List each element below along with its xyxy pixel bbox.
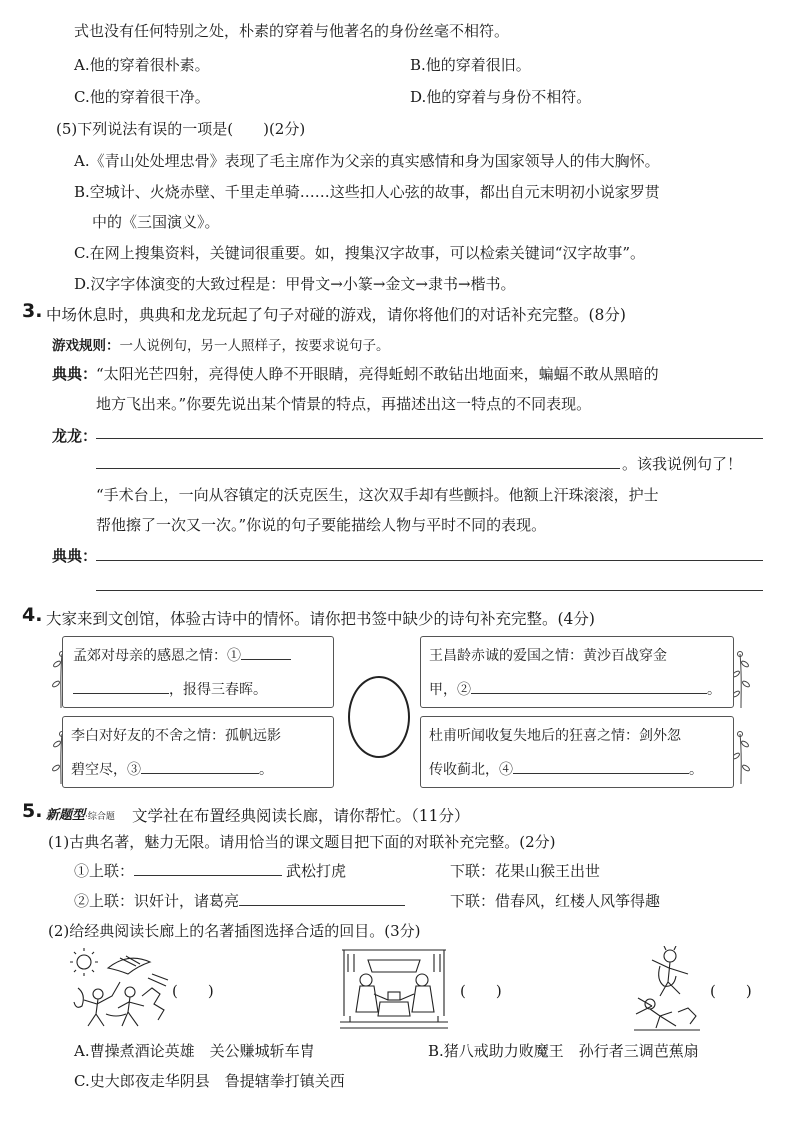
q5-couplet1-up-label: ①上联： (74, 862, 135, 880)
bookmark-1-line2 (73, 679, 267, 699)
q5-option-b: B.猪八戒助力败魔王 孙行者三调芭蕉扇 (428, 1042, 699, 1060)
q2-5-option-a: A.《青山处处埋忠骨》表现了毛主席作为父亲的真实感情和身为国家领导人的伟大胸怀。 (74, 152, 660, 170)
q3-ll-answer-line2[interactable] (96, 468, 620, 469)
bookmark-2 (420, 636, 734, 708)
answer-blank-2[interactable] (471, 693, 707, 694)
q2-5-option-b-line1: B.空城计、火烧赤壁、千里走单骑……这些扣人心弦的故事，都出自元末明初小说家罗贯 (74, 183, 660, 201)
q4-number: 4. (22, 604, 43, 626)
q5-type-tag (46, 804, 115, 823)
q4-title: 大家来到文创馆，体验古诗中的情怀。请你把书签中缺少的诗句补充完整。(4分) (46, 610, 595, 628)
q5-couplet2-up-text: ②上联：识奸计，诸葛亮 (74, 892, 240, 910)
q5-couplet1-up-tail: 武松打虎 (286, 862, 347, 880)
q3-rule (52, 334, 390, 354)
bookmark-2-text1: 王昌龄赤诚的爱国之情：黄沙百战穿金 (429, 648, 667, 664)
bookmark-2-line2 (429, 679, 721, 699)
q3-dd2-answer-line2[interactable] (96, 590, 763, 591)
answer-blank-3[interactable] (141, 773, 259, 774)
bookmark-3 (62, 716, 334, 788)
q3-ll-label: 龙龙： (52, 427, 98, 445)
illustration-heroes-icon (68, 948, 173, 1030)
decorative-circle (348, 676, 410, 758)
couplet-answer-blank[interactable] (239, 905, 405, 906)
q3-ll-answer-line1[interactable] (96, 438, 763, 439)
bookmark-1 (62, 636, 334, 708)
q2-5-option-c: C.在网上搜集资料，关键词很重要。如，搜集汉字故事，可以检索关键词“汉字故事”。 (74, 244, 646, 262)
q5-couplet2-up (74, 890, 405, 911)
q3-ll-line3: “手术台上，一向从容镇定的沃克医生，这次双手却有些颤抖。他额上汗珠滚滚，护士 (96, 486, 659, 504)
q2-option-d: D.他的穿着与身份不相符。 (410, 88, 592, 106)
bookmark-2-end: 。 (707, 682, 721, 698)
answer-blank-4[interactable] (513, 773, 689, 774)
q3-dd-label: 典典： (52, 365, 98, 383)
q3-ll-line4: 帮他擦了一次又一次。”你说的句子要能描绘人物与平时不同的表现。 (96, 516, 547, 534)
q5-title: 文学社在布置经典阅读长廊，请你帮忙。（11分） (132, 807, 470, 825)
q5-option-a: A.曹操煮酒论英雄 关公赚城斩车胄 (74, 1042, 315, 1060)
q3-number: 3. (22, 300, 43, 322)
q2-5-prompt: (5)下列说法有误的一项是( )(2分) (56, 120, 306, 138)
q2-option-a: A.他的穿着很朴素。 (74, 56, 210, 74)
q5-couplet1-up (74, 860, 346, 881)
bookmark-1-line1 (73, 645, 291, 665)
q3-ll-tail: 。该我说例句了！ (622, 455, 743, 473)
illustration-1-answer[interactable]: ( ) (172, 982, 214, 1000)
bookmark-4-text1: 杜甫听闻收复失地后的狂喜之情：剑外忽 (429, 728, 681, 744)
illustration-3-answer[interactable]: ( ) (710, 982, 752, 1000)
q3-dd-line2: 地方飞出来。”你要先说出某个情景的特点，再描述出这一特点的不同表现。 (96, 395, 592, 413)
q2-intro-tail: 式也没有任何特别之处，朴素的穿着与他著名的身份丝毫不相符。 (74, 22, 510, 40)
q5-part2-prompt: (2)给经典阅读长廊上的名著插图选择合适的回目。(3分) (48, 922, 421, 940)
q5-number: 5. (22, 800, 43, 822)
q3-dd2-answer-line1[interactable] (96, 560, 763, 561)
bookmark-4-text2: 传收蓟北，④ (429, 762, 513, 778)
illustration-fight-icon (630, 946, 706, 1032)
bookmark-4-line2 (429, 759, 703, 779)
bookmark-4-end: 。 (689, 762, 703, 778)
q3-rule-text: 一人说例句，另一人照样子，按要求说句子。 (119, 338, 390, 354)
bookmark-3-end: 。 (259, 762, 273, 778)
bookmark-1-text1: 孟郊对母亲的感恩之情：① (73, 648, 241, 664)
illustration-2-answer[interactable]: ( ) (460, 982, 502, 1000)
q5-part1-prompt: (1)古典名著，魅力无限。请用恰当的课文题目把下面的对联补充完整。(2分) (48, 833, 556, 851)
bookmark-1-text2: ，报得三春晖。 (169, 682, 267, 698)
answer-blank-1b[interactable] (73, 693, 169, 694)
illustration-feast-icon (338, 946, 450, 1034)
bookmark-4 (420, 716, 734, 788)
q5-tag-new: 新题型 (46, 808, 86, 823)
q3-rule-label: 游戏规则： (52, 338, 120, 354)
q3-dd2-label: 典典： (52, 547, 98, 565)
answer-blank-1a[interactable] (241, 659, 291, 660)
q3-title: 中场休息时，典典和龙龙玩起了句子对碰的游戏，请你将他们的对话补充完整。(8分) (46, 306, 626, 324)
q3-dd-line1: “太阳光芒四射，亮得使人睁不开眼睛，亮得蚯蚓不敢钻出地面来，蝙蝠不敢从黑暗的 (96, 365, 659, 383)
q5-couplet2-down: 下联：借春风，红楼人风筝得趣 (450, 892, 661, 910)
q2-5-option-d: D.汉字字体演变的大致过程是：甲骨文→小篆→金文→隶书→楷书。 (74, 275, 516, 293)
bookmark-2-text2: 甲，② (429, 682, 471, 698)
q2-5-option-b-line2: 中的《三国演义》。 (92, 213, 220, 231)
bookmark-3-text1: 李白对好友的不舍之情：孤帆远影 (71, 728, 281, 744)
couplet-answer-blank[interactable] (134, 875, 282, 876)
q5-tag-sub: ·综合题 (85, 812, 115, 822)
q2-option-c: C.他的穿着很干净。 (74, 88, 210, 106)
q5-option-c: C.史大郎夜走华阴县 鲁提辖拳打镇关西 (74, 1072, 345, 1090)
bookmark-3-line2 (71, 759, 273, 779)
q2-option-b: B.他的穿着很旧。 (410, 56, 531, 74)
bookmark-3-text2: 碧空尽，③ (71, 762, 141, 778)
q5-couplet1-down: 下联：花果山猴王出世 (450, 862, 601, 880)
